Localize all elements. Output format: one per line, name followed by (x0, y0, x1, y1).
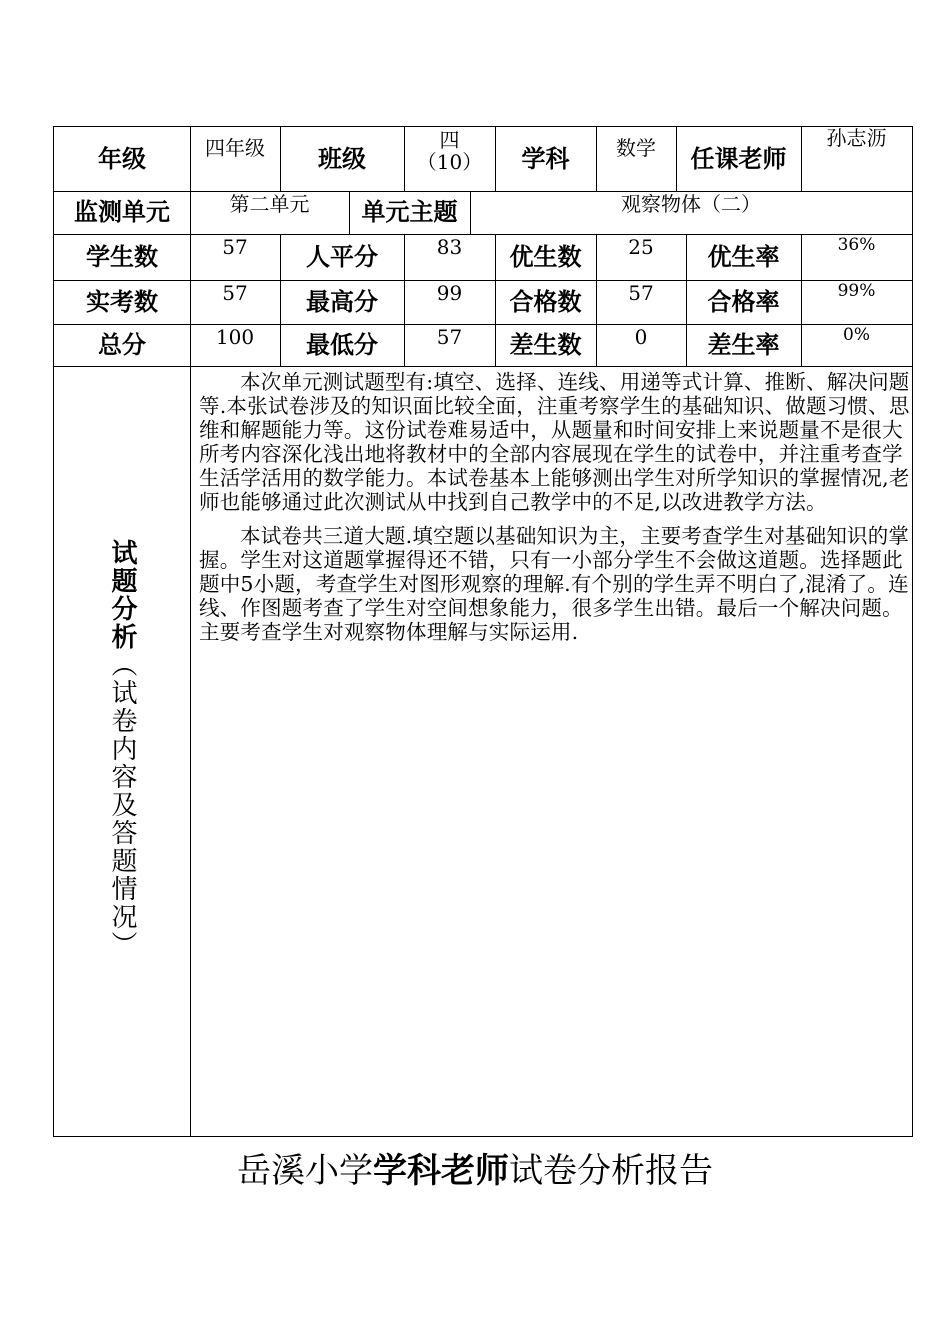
pass-rate-label: 合格率 (707, 287, 780, 316)
teacher-value: 孙志沥 (826, 126, 887, 150)
analysis-report-table (53, 126, 913, 1137)
analysis-title-bold: 试题分析 (107, 539, 137, 651)
report-title-prefix: 岳溪小学 (237, 1151, 373, 1191)
pass-rate-value: 99% (837, 281, 876, 301)
min-score-value: 57 (436, 325, 463, 349)
excellent-rate-label: 优生率 (707, 242, 780, 271)
theme-value: 观察物体（二） (621, 192, 761, 216)
tested-label: 实考数 (86, 287, 158, 316)
class-value-line1: 四 (439, 128, 460, 152)
grade-value: 四年级 (205, 136, 265, 160)
row-divider (54, 366, 912, 367)
students-label: 学生数 (86, 242, 158, 271)
min-score-label: 最低分 (306, 330, 378, 359)
avg-score-value: 83 (436, 235, 463, 259)
unit-value: 第二单元 (229, 192, 310, 216)
report-title-bold: 学科老师 (373, 1151, 509, 1191)
analysis-title-rest: （试卷内容及答题情况） (107, 651, 137, 959)
analysis-content (199, 370, 911, 654)
excellent-rate-value: 36% (837, 235, 876, 255)
class-value (404, 127, 495, 191)
max-score-label: 最高分 (306, 287, 378, 316)
excellent-count-value: 25 (628, 235, 654, 259)
poor-count-value: 0 (634, 325, 648, 349)
analysis-section-title (54, 369, 190, 1137)
avg-score-label: 人平分 (306, 242, 378, 271)
class-label: 班级 (318, 144, 366, 173)
poor-rate-value: 0% (843, 325, 870, 345)
subject-label: 学科 (521, 144, 570, 173)
subject-value: 数学 (616, 136, 656, 160)
total-score-label: 总分 (98, 330, 146, 359)
total-score-value: 100 (215, 325, 255, 349)
class-value-line2: （10） (416, 150, 483, 174)
poor-rate-label: 差生率 (707, 330, 780, 359)
tested-value: 57 (222, 281, 248, 305)
report-title-suffix: 试卷分析报告 (509, 1151, 713, 1191)
excellent-count-label: 优生数 (509, 242, 582, 271)
analysis-paragraph-1: 本次单元测试题型有:填空、选择、连线、用递等式计算、推断、解决问题等.本张试卷涉及的知识面比较全面，注重考察学生的基础知识、做题习惯、思维和解题能力等。这份试卷难易适中，从题量和时间安排上来说题量不是很大所考内容深化浅出地将教材中的全部内容展现在学生的试卷中，并注重考查学生活学活用的数学能力。本试卷基本上能够测出学生对所学知识的掌握情况,老师也能够通过此次测试从中找到自己教学中的不足,以改进教学方法。 (199, 370, 910, 514)
students-value: 57 (222, 235, 248, 259)
max-score-value: 99 (436, 281, 463, 305)
pass-count-label: 合格数 (509, 287, 582, 316)
poor-count-label: 差生数 (509, 330, 582, 359)
report-title (0, 1143, 950, 1192)
teacher-label: 任课老师 (690, 144, 787, 173)
analysis-paragraph-2: 本试卷共三道大题.填空题以基础知识为主，主要考查学生对基础知识的掌握。学生对这道题掌握得还不错，只有一小部分学生不会做这道题。选择题此题中5小题，考查学生对图形观察的理解.有个别的学生弄不明白了,混淆了。连线、作图题考查了学生对空间想象能力，很多学生出错。最后一个解决问题。主要考查学生对观察物体理解与实际运用. (199, 524, 910, 644)
theme-label: 单元主题 (361, 198, 458, 227)
grade-label: 年级 (98, 144, 146, 173)
unit-label: 监测单元 (74, 198, 170, 227)
pass-count-value: 57 (628, 281, 654, 305)
